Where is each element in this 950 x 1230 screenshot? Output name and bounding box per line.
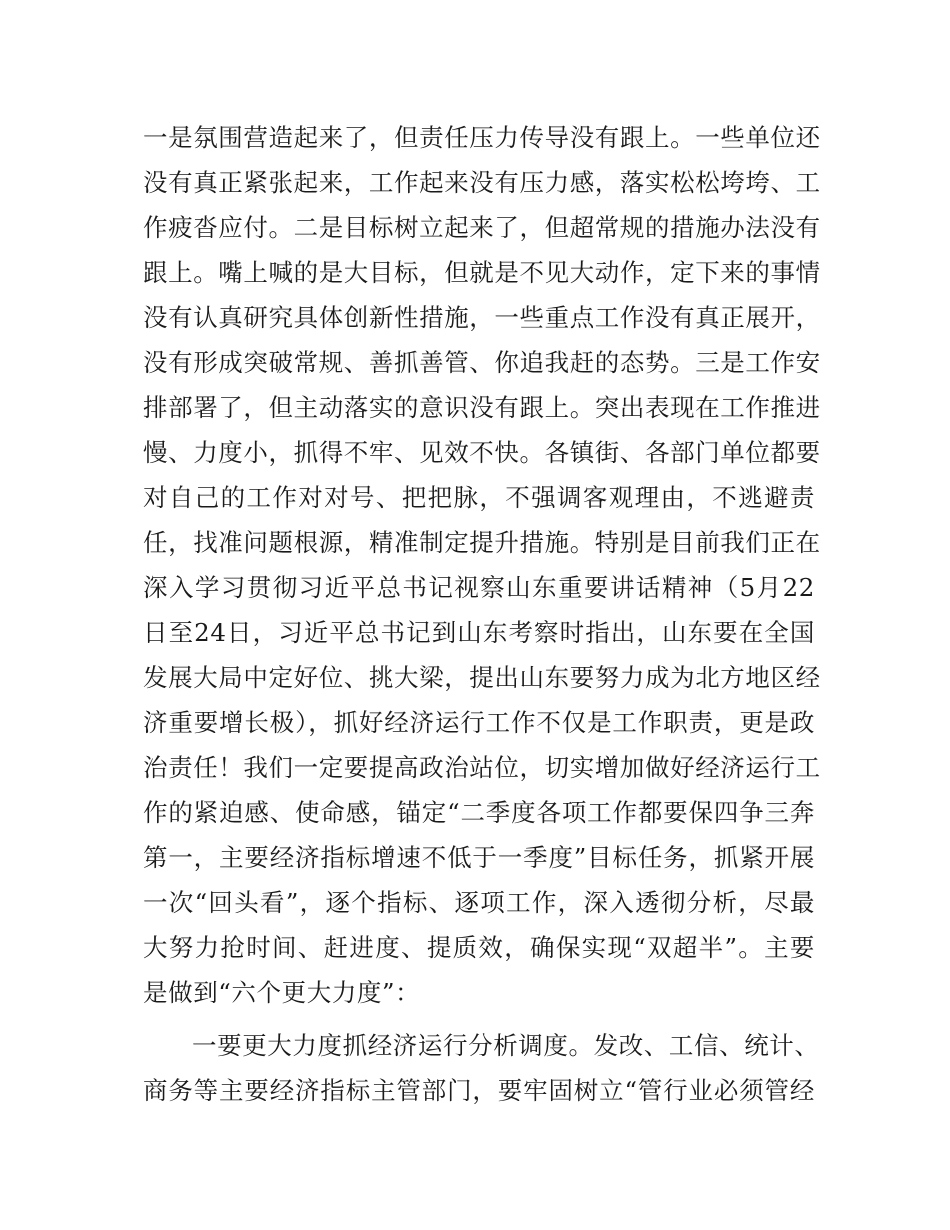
text-line: 日至24日，习近平总书记到山东考察时指出，山东要在全国 — [143, 618, 815, 647]
text-line: 发展大局中定好位、挑大梁，提出山东要努力成为北方地区经 — [143, 663, 821, 692]
text-line: 作的紧迫感、使命感，锚定“二季度各项工作都要保四争三奔 — [143, 798, 815, 827]
text-line: 跟上。嘴上喊的是大目标，但就是不见大动作，定下来的事情 — [143, 258, 821, 287]
text-line: 对自己的工作对对号、把把脉，不强调客观理由，不逃避责 — [143, 483, 815, 512]
text-line: 是做到“六个更大力度”： — [143, 978, 421, 1007]
text-line: 没有认真研究具体创新性措施，一些重点工作没有真正展开， — [143, 303, 821, 332]
text-line: 任，找准问题根源，精准制定提升措施。特别是目前我们正在 — [143, 528, 821, 557]
paragraph-2 — [143, 1023, 820, 1113]
text-line: 商务等主要经济指标主管部门，要牢固树立“管行业必须管经 — [143, 1076, 815, 1105]
document-body — [143, 115, 821, 1113]
text-line: 排部署了，但主动落实的意识没有跟上。突出表现在工作推进 — [143, 393, 821, 422]
text-line: 第一，主要经济指标增速不低于一季度”目标任务，抓紧开展 — [143, 843, 815, 872]
text-line: 一要更大力度抓经济运行分析调度。发改、工信、统计、 — [192, 1031, 820, 1060]
text-line: 没有形成突破常规、善抓善管、你追我赶的态势。三是工作安 — [143, 348, 821, 377]
text-line: 一次“回头看”，逐个指标、逐项工作，深入透彻分析，尽最 — [143, 888, 815, 917]
paragraph-spacer — [143, 1015, 815, 1023]
text-line: 一是氛围营造起来了，但责任压力传导没有跟上。一些单位还 — [143, 123, 821, 152]
text-line: 大努力抢时间、赶进度、提质效，确保实现“双超半”。主要 — [143, 933, 815, 962]
paragraph-1 — [143, 115, 821, 1015]
text-line: 深入学习贯彻习近平总书记视察山东重要讲话精神（5月22 — [143, 573, 815, 602]
text-line: 济重要增长极），抓好经济运行工作不仅是工作职责，更是政 — [143, 708, 815, 737]
text-line: 治责任！我们一定要提高政治站位，切实增加做好经济运行工 — [143, 753, 821, 782]
text-line: 慢、力度小，抓得不牢、见效不快。各镇街、各部门单位都要 — [143, 438, 821, 467]
text-line: 没有真正紧张起来，工作起来没有压力感，落实松松垮垮、工 — [143, 168, 821, 197]
text-line: 作疲沓应付。二是目标树立起来了，但超常规的措施办法没有 — [143, 213, 821, 242]
